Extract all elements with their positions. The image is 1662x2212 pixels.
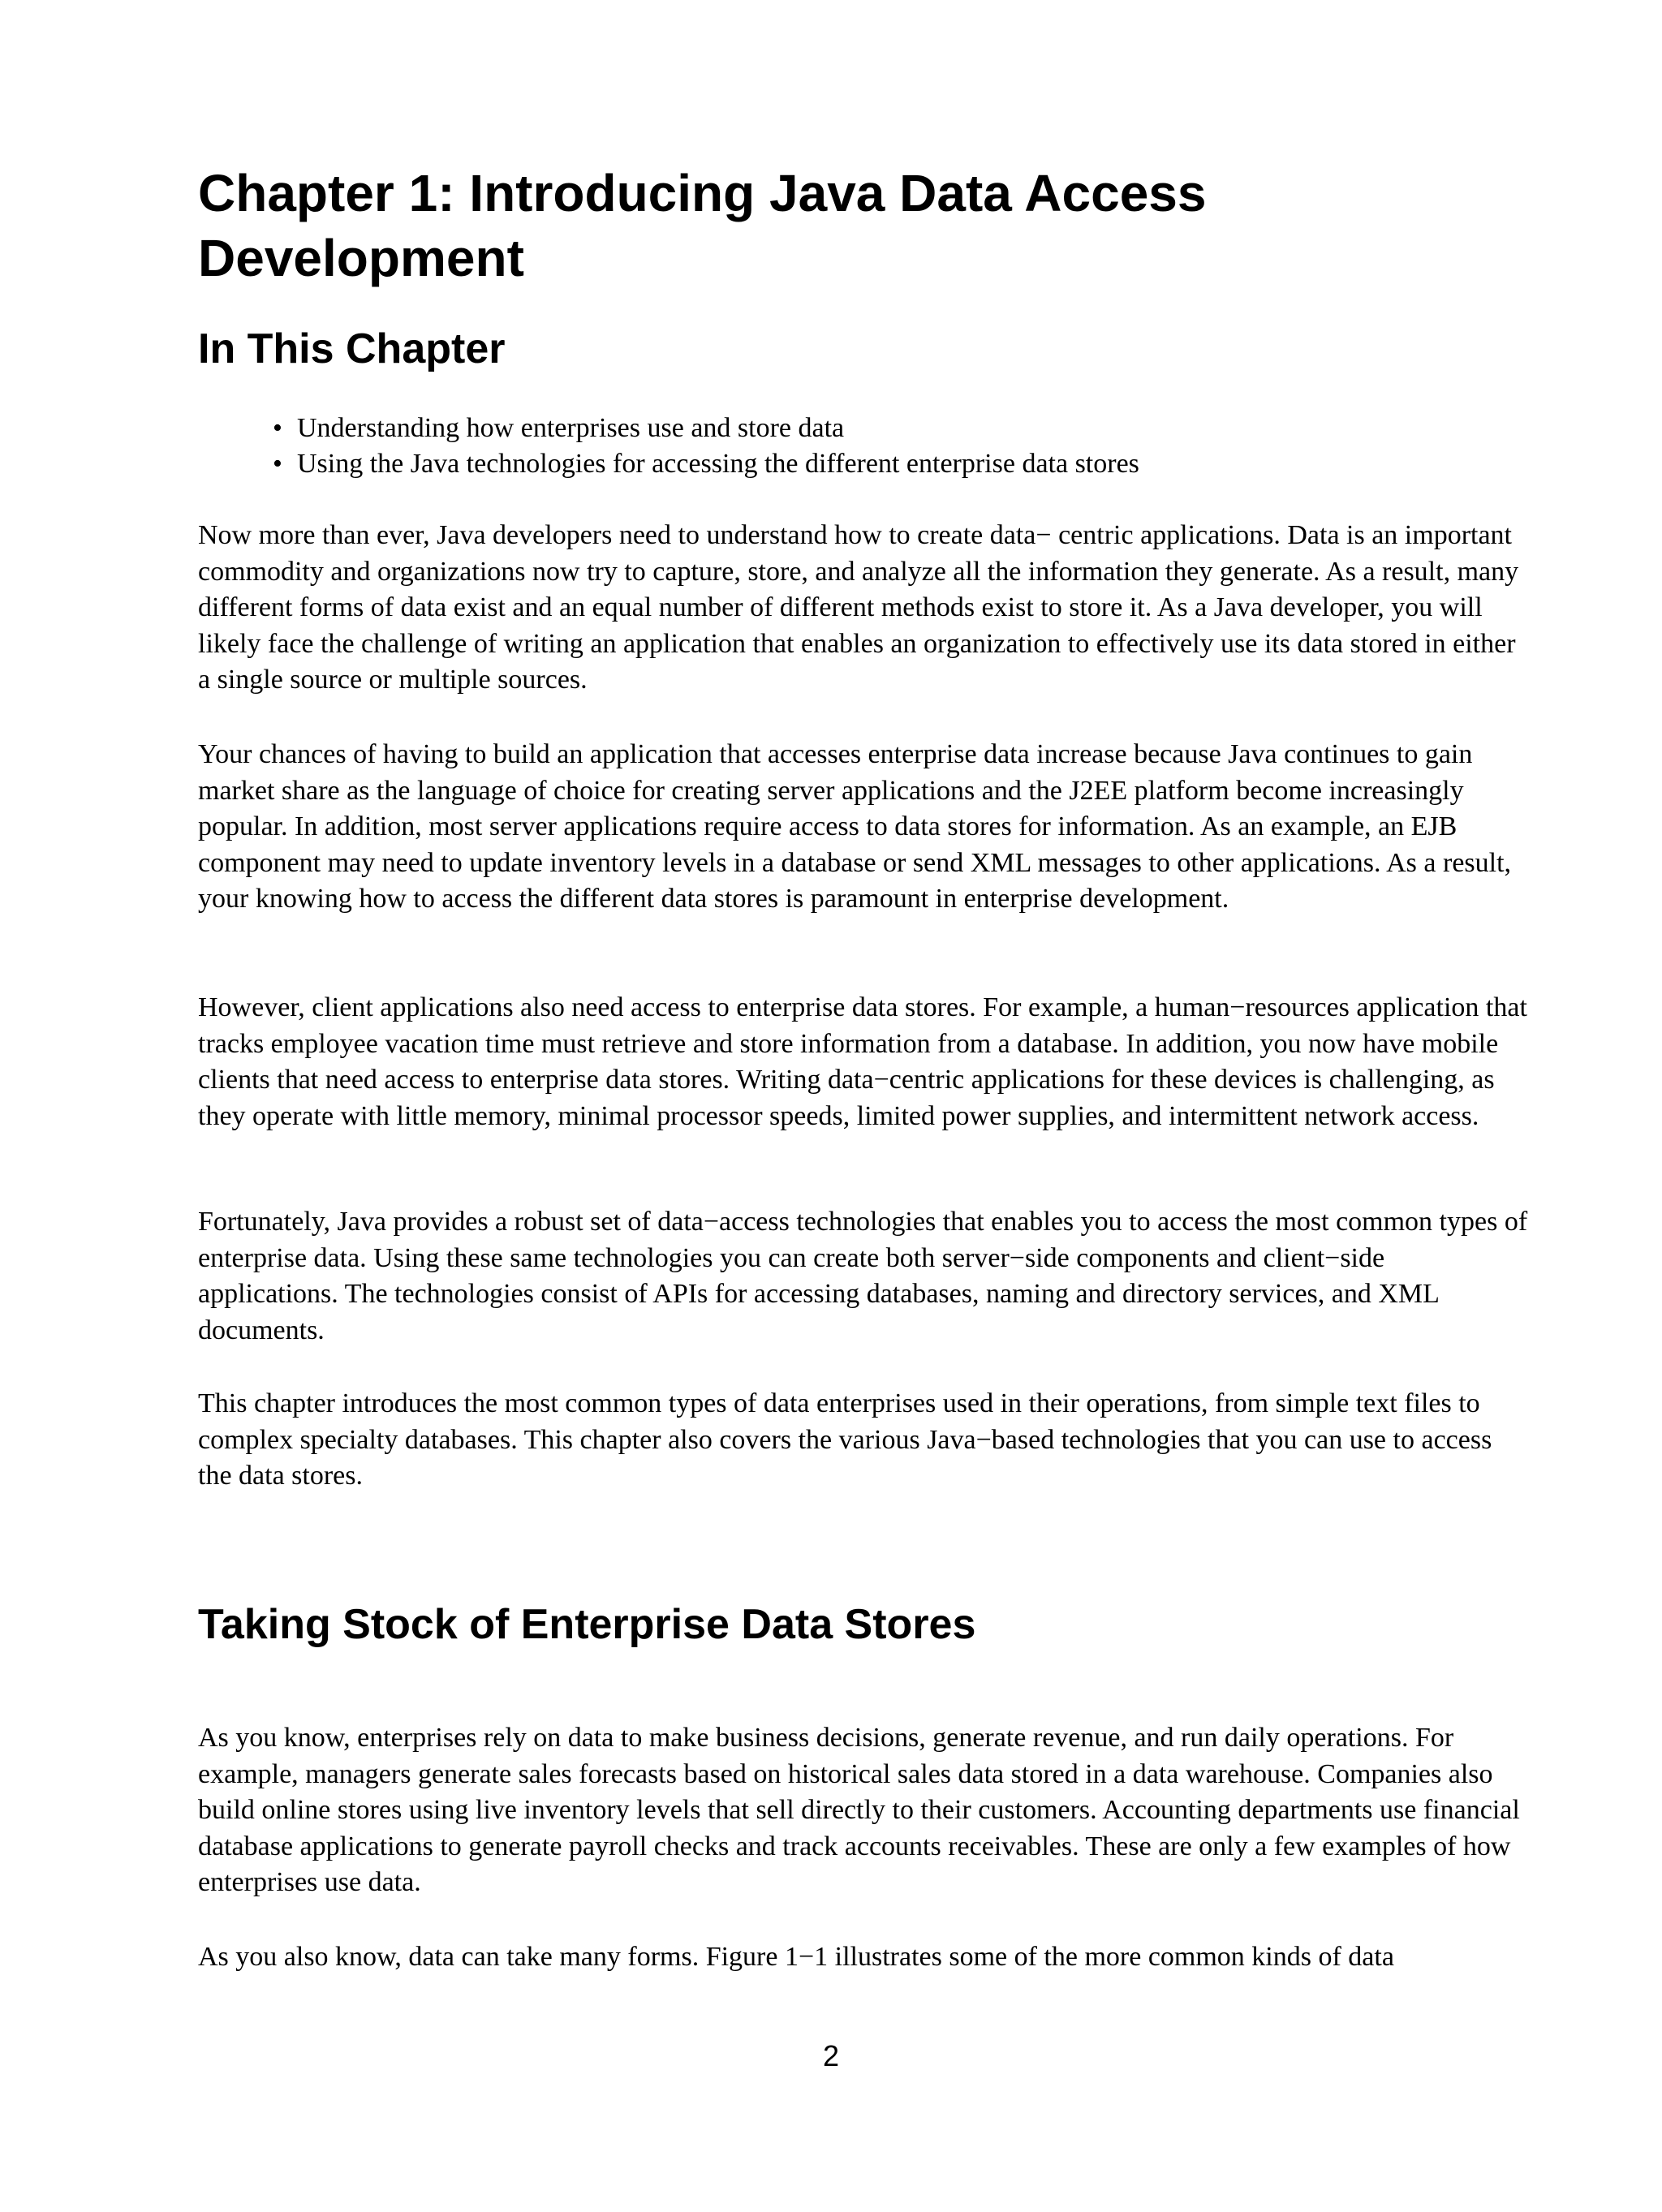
taking-stock-heading: Taking Stock of Enterprise Data Stores <box>198 1601 976 1648</box>
body-paragraph: Now more than ever, Java developers need to understand how to create data− centric applications. Data is an important commodity and organizations now try to capture, store, and analyze all the information they generate. As a result, many different forms of data exist and an equal number of different methods exist to store it. As a Java developer, you will likely face the challenge of writing an application that enables an organization to effectively use its data stored in either a single source or multiple sources. <box>198 520 1519 695</box>
body-paragraph: As you know, enterprises rely on data to make business decisions, generate revenue, and run daily operations. For example, managers generate sales forecasts based on historical sales data stored in a data warehouse. Companies also build online stores using live inventory levels that sell directly to their customers. Accounting departments use financial database applications to generate payroll checks and track accounts receivables. These are only a few examples of how enterprises use data. <box>198 1723 1520 1898</box>
list-item: • Using the Java technologies for accessing the different enterprise data stores <box>273 446 1139 482</box>
body-paragraph: However, client applications also need access to enterprise data stores. For example, a human−resources application that tracks employee vacation time must retrieve and store information from a database. In addition, you now have mobile clients that need access to enterprise data stores. Writing data−centric applications for these devices is challenging, as they operate with little memory, minimal processor speeds, limited power supplies, and intermittent network access. <box>198 992 1527 1131</box>
body-paragraph: As you also know, data can take many forms. Figure 1−1 illustrates some of the more common kinds of data <box>198 1942 1394 1972</box>
body-paragraph: Fortunately, Java provides a robust set of data−access technologies that enables you to access the most common types of enterprise data. Using these same technologies you can create both server−side components and client−side applications. The technologies consist of APIs for accessing databases, naming and directory services, and XML documents. <box>198 1207 1528 1345</box>
page-number: 2 <box>822 2039 840 2072</box>
in-this-chapter-heading: In This Chapter <box>198 325 506 372</box>
body-paragraph: Your chances of having to build an application that accesses enterprise data increase because Java continues to gain market share as the language of choice for creating server applications and the J2EE platform become increasingly popular. In addition, most server applications require access to data stores for information. As an example, an EJB component may need to update inventory levels in a database or send XML messages to other applications. As a result, your knowing how to access the different data stores is paramount in enterprise development. <box>198 739 1512 914</box>
chapter-title: Chapter 1: Introducing Java Data Access Development <box>198 164 1207 287</box>
list-item: • Understanding how enterprises use and store data <box>273 411 1139 446</box>
chapter-topics-list <box>273 411 1139 482</box>
body-paragraph: This chapter introduces the most common types of data enterprises used in their operations, from simple text files to complex specialty databases. This chapter also covers the various Java−based technologies that you can use to access the data stores. <box>198 1388 1492 1491</box>
